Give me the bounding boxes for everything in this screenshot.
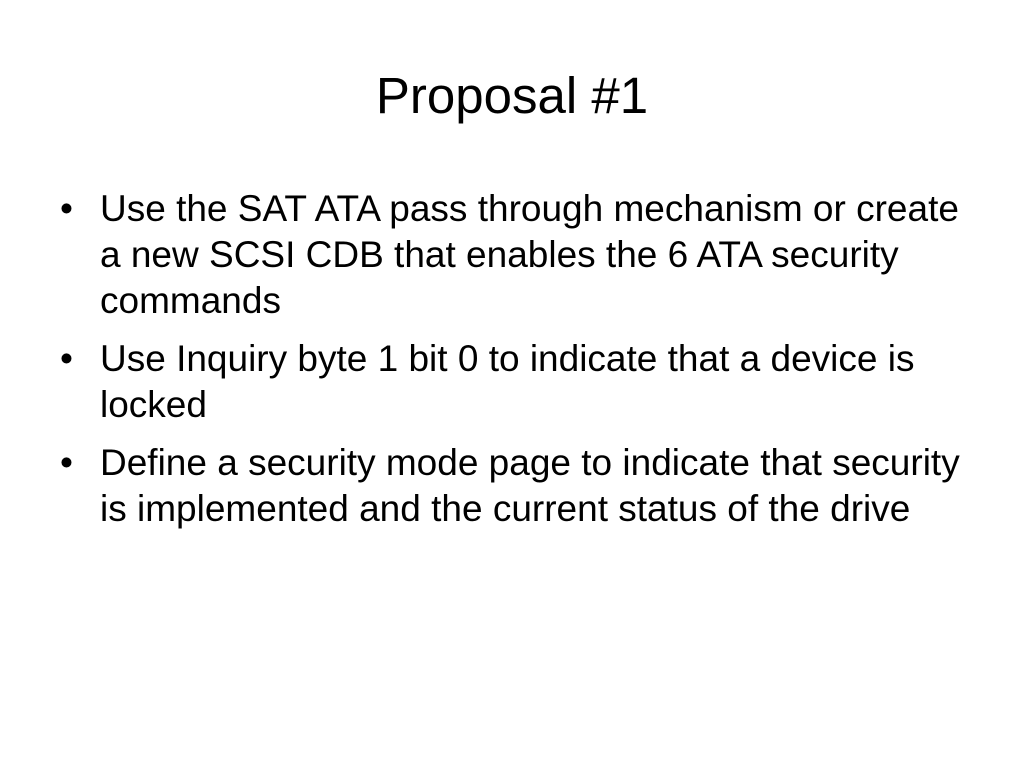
- bullet-text: Define a security mode page to indicate that security is implemented and the current status of the drive: [100, 442, 960, 529]
- slide-title: Proposal #1: [375, 67, 649, 124]
- bullet-list: [58, 186, 988, 544]
- bullet-icon: •: [60, 338, 73, 379]
- bullet-icon: •: [60, 188, 73, 229]
- bullet-icon: •: [60, 442, 73, 483]
- bullet-item: [58, 186, 988, 324]
- bullet-text: Use Inquiry byte 1 bit 0 to indicate that a device is locked: [100, 338, 915, 425]
- bullet-item: [58, 440, 988, 532]
- bullet-text: Use the SAT ATA pass through mechanism or create a new SCSI CDB that enables the 6 ATA security commands: [100, 188, 959, 321]
- bullet-item: [58, 336, 988, 428]
